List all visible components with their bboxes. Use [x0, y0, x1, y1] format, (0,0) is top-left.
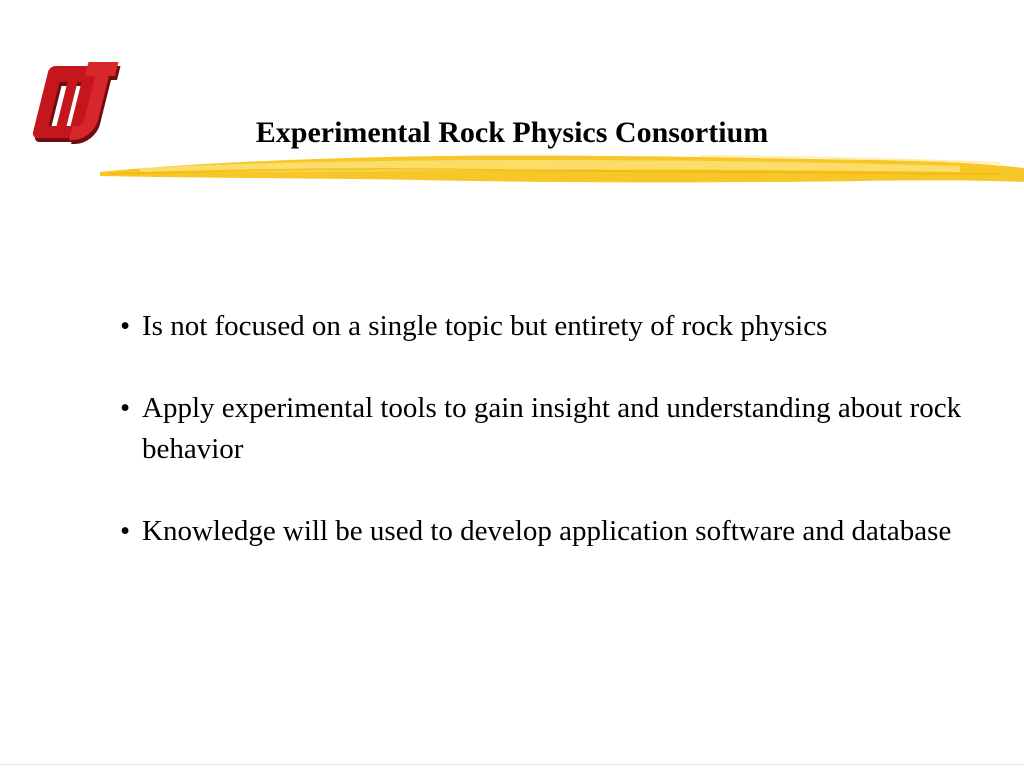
yellow-brush-stroke-icon	[100, 150, 1024, 190]
bullet-marker: •	[120, 392, 131, 424]
bullet-list	[118, 306, 998, 593]
bullet-marker: •	[120, 310, 131, 342]
bullet-marker: •	[120, 515, 131, 547]
bottom-divider	[0, 764, 1024, 765]
bullet-text: Is not focused on a single topic but entirety of rock physics	[142, 310, 828, 342]
slide-title: Experimental Rock Physics Consortium	[255, 116, 769, 149]
bullet-item	[118, 306, 998, 347]
bullet-item	[118, 388, 998, 470]
bullet-text: Apply experimental tools to gain insight and understanding about rock behavior	[142, 392, 962, 465]
bullet-item	[118, 511, 998, 552]
bullet-text: Knowledge will be used to develop application software and database	[142, 515, 952, 547]
